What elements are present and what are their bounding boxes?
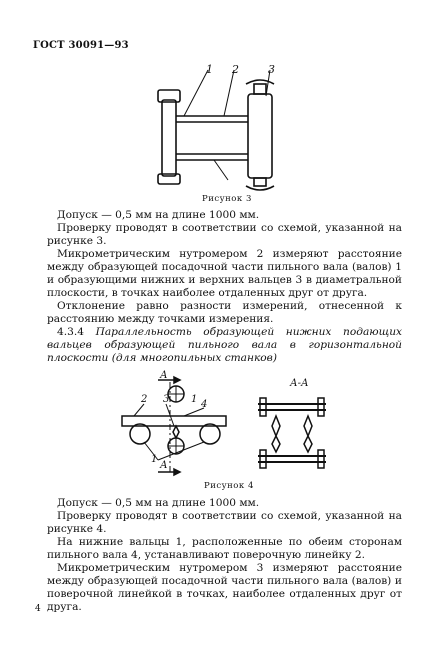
page-number: 4 [35, 604, 41, 614]
fig4-label-3: 3 [163, 394, 170, 405]
leader-1 [184, 70, 208, 116]
fig4-label-2: 2 [141, 394, 148, 405]
aa-top-flange-left [260, 398, 266, 416]
section-4-3-4 [47, 326, 402, 365]
measurement-text-1: Микрометрическим нутромером 2 измеряют расстояние между образующей посадочной части пильного вала (валов) 1 и образующими нижних и верхних вальцев 3 в диаметральной плоскости, в точках наиболее отдаленных друг от друга. [47, 248, 402, 299]
roller-right-neck-bottom [254, 178, 266, 186]
tolerance-text-2: Допуск — 0,5 мм на длине 1000 мм. [57, 497, 260, 509]
measurement-text-2: Микрометрическим нутромером 3 измеряют расстояние между образующей посадочной части пильного вала (валов) и поверочной линейкой в точках, наиболее отдаленных друг от друга. [47, 562, 402, 613]
aa-gauge-left [272, 416, 280, 452]
figure-4-caption: Рисунок 4 [204, 481, 254, 491]
leader-2 [224, 70, 234, 116]
fig4-label-4: 4 [201, 399, 208, 410]
aa-bottom-flange-right [318, 450, 324, 468]
roller-right [248, 94, 272, 178]
fig4-cut-label-bottom: А [160, 460, 168, 471]
section-cut-arrow-bottom [174, 469, 180, 475]
section-number: 4.3.4 [57, 326, 84, 338]
fig3-label-2: 2 [232, 63, 239, 76]
aa-gauge-right [304, 416, 312, 452]
tolerance-text-1: Допуск — 0,5 мм на длине 1000 мм. [57, 209, 260, 221]
fig4-cut-label-top: А [160, 370, 168, 381]
standard-header: ГОСТ 30091—93 [33, 40, 129, 51]
leader-1b [158, 442, 204, 460]
section-title: Параллельность образующей нижних подающих вальцев образующей пильного вала в горизонтальной плоскости (для многопильных станков) [47, 326, 402, 364]
roller-right [200, 424, 220, 444]
aa-bottom-flange-left [260, 450, 266, 468]
figure-3-caption: Рисунок 3 [202, 194, 252, 204]
fig3-label-1: 1 [206, 63, 213, 76]
aa-top-flange-right [318, 398, 324, 416]
leader-bottom [214, 160, 228, 180]
check-procedure-text-1: Проверку проводят в соответствии со схемой, указанной на рисунке 3. [47, 222, 402, 247]
check-procedure-text-2: Проверку проводят в соответствии со схемой, указанной на рисунке 4. [47, 510, 402, 535]
fig4-label-1-bottom: 1 [151, 454, 158, 465]
fig4-section-label: А-А [290, 378, 309, 389]
figure-3-drawing [150, 62, 290, 192]
leader-2 [134, 404, 144, 416]
straightedge-install-text: На нижние вальцы 1, расположенные по обеим сторонам пильного вала 4, устанавливают поверочную линейку 2. [47, 536, 402, 561]
shaft-left [162, 100, 176, 176]
gauge [173, 426, 179, 438]
deviation-text: Отклонение равно разности измерений, отнесенной к расстоянию между точками измерения. [47, 300, 402, 325]
roller-left [130, 424, 150, 444]
fig4-label-1-top: 1 [191, 394, 198, 405]
leader-3 [166, 404, 174, 426]
roller-right-neck-top [254, 84, 266, 94]
fig3-label-3: 3 [268, 63, 275, 76]
section-cut-arrow-top [174, 377, 180, 383]
